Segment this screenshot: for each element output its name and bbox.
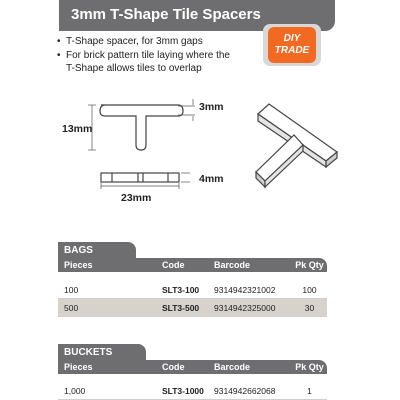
col-code: Code — [162, 260, 185, 270]
cell-pieces: 500 — [64, 303, 79, 313]
col-barcode: Barcode — [214, 362, 251, 372]
table-row — [58, 382, 327, 400]
bags-table — [58, 242, 327, 317]
buckets-label: BUCKETS — [58, 344, 146, 361]
cell-pkqty: 1 — [307, 386, 312, 396]
cell-code: SLT3-500 — [162, 303, 200, 313]
cell-barcode: 9314942321002 — [214, 285, 276, 295]
table-header — [58, 360, 327, 374]
badge-line1: DIY — [283, 33, 301, 44]
col-pkqty: Pk Qty — [295, 260, 324, 270]
buckets-table — [58, 344, 327, 400]
col-pieces: Pieces — [64, 260, 93, 270]
cell-code: SLT3-100 — [162, 285, 200, 295]
feature-item: • T-Shape spacer, for 3mm gaps — [57, 35, 230, 48]
cell-pieces: 1,000 — [64, 386, 86, 396]
dim-top-width: 3mm — [199, 101, 224, 113]
col-barcode: Barcode — [214, 260, 251, 270]
feature-item-cont: T-Shape allows tiles to overlap — [66, 63, 202, 74]
dim-length: 23mm — [121, 192, 152, 204]
dim-thickness: 4mm — [199, 173, 224, 185]
col-code: Code — [162, 362, 185, 372]
badge-line2: TRADE — [274, 45, 310, 56]
dim-height: 13mm — [62, 123, 93, 135]
col-pieces: Pieces — [64, 362, 93, 372]
page-title: 3mm T-Shape Tile Spacers — [71, 6, 261, 23]
table-row — [58, 299, 327, 317]
cell-pkqty: 30 — [304, 303, 315, 313]
cell-pkqty: 100 — [302, 285, 317, 295]
cell-pieces: 100 — [64, 285, 79, 295]
table-header — [58, 258, 327, 272]
bags-label: BAGS — [58, 242, 136, 259]
feature-item: • For brick pattern tile laying where the — [57, 49, 230, 62]
cell-code: SLT3-1000 — [162, 386, 204, 396]
diy-trade-badge — [263, 24, 321, 66]
feature-list — [57, 35, 230, 75]
cell-barcode: 9314942662068 — [214, 386, 276, 396]
table-row — [58, 281, 327, 299]
cell-barcode: 9314942325000 — [214, 303, 276, 313]
col-pkqty: Pk Qty — [295, 362, 324, 372]
